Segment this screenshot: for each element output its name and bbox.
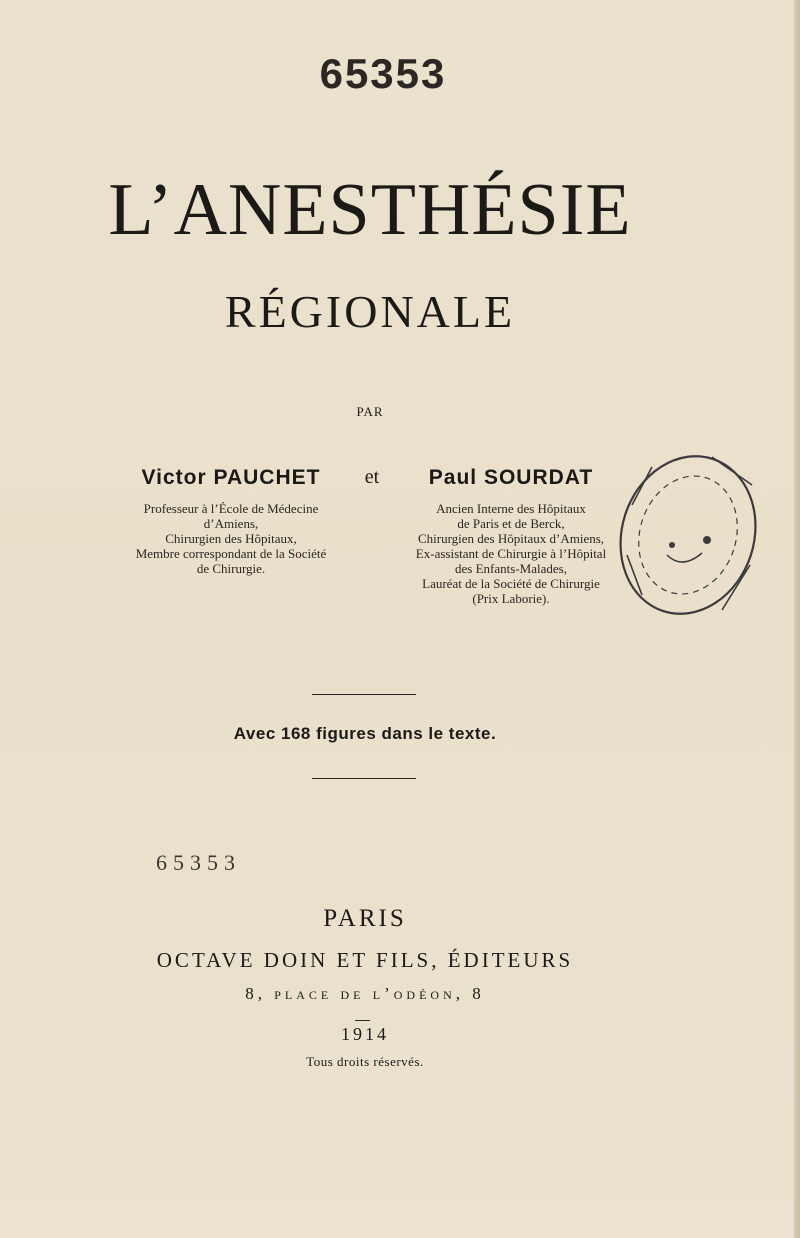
author-credential: Ancien Interne des Hôpitaux [436, 501, 586, 516]
publication-year: 1914 [341, 1024, 389, 1044]
page-edge [794, 0, 800, 1238]
inventory-number-top: 65353 [319, 50, 447, 97]
author-credential: Lauréat de la Société de Chirurgie [422, 576, 600, 591]
author-name: Victor PAUCHET [141, 466, 321, 489]
author-credential: (Prix Laborie). [472, 591, 550, 606]
author-credential: Ex-assistant de Chirurgie à l’Hôpital [415, 546, 607, 561]
conjunction: et [364, 466, 380, 488]
rights-notice: Tous droits réservés. [306, 1054, 424, 1069]
library-stamp-icon [612, 445, 762, 620]
author-credential: de Chirurgie. [196, 561, 266, 576]
author-credential: de Paris et de Berck, [457, 516, 565, 531]
publisher: OCTAVE DOIN ET FILS, ÉDITEURS [156, 948, 574, 972]
author-credential: Chirurgien des Hôpitaux, [165, 531, 297, 546]
publisher-address: 8, place de l’odéon, 8 [245, 984, 485, 1003]
divider-rule [312, 778, 416, 779]
author-credential: Chirurgien des Hôpitaux d’Amiens, [417, 531, 605, 546]
divider-rule [312, 694, 416, 695]
author-sourdat [380, 463, 642, 606]
par-label: PAR [356, 404, 384, 419]
book-subtitle: RÉGIONALE [224, 286, 516, 337]
author-name: Paul SOURDAT [428, 466, 594, 489]
divider-rule [355, 1020, 370, 1021]
author-credential: d’Amiens, [203, 516, 259, 531]
author-credential: des Enfants-Malades, [455, 561, 567, 576]
author-pauchet [100, 463, 362, 576]
book-title: L’ANESTHÉSIE [108, 169, 632, 251]
figures-note: Avec 168 figures dans le texte. [233, 724, 497, 743]
publication-city: PARIS [323, 905, 407, 932]
author-credential: Professeur à l’École de Médecine [143, 501, 319, 516]
inventory-number-mid: 65353 [156, 850, 241, 875]
author-credential: Membre correspondant de la Société [135, 546, 327, 561]
